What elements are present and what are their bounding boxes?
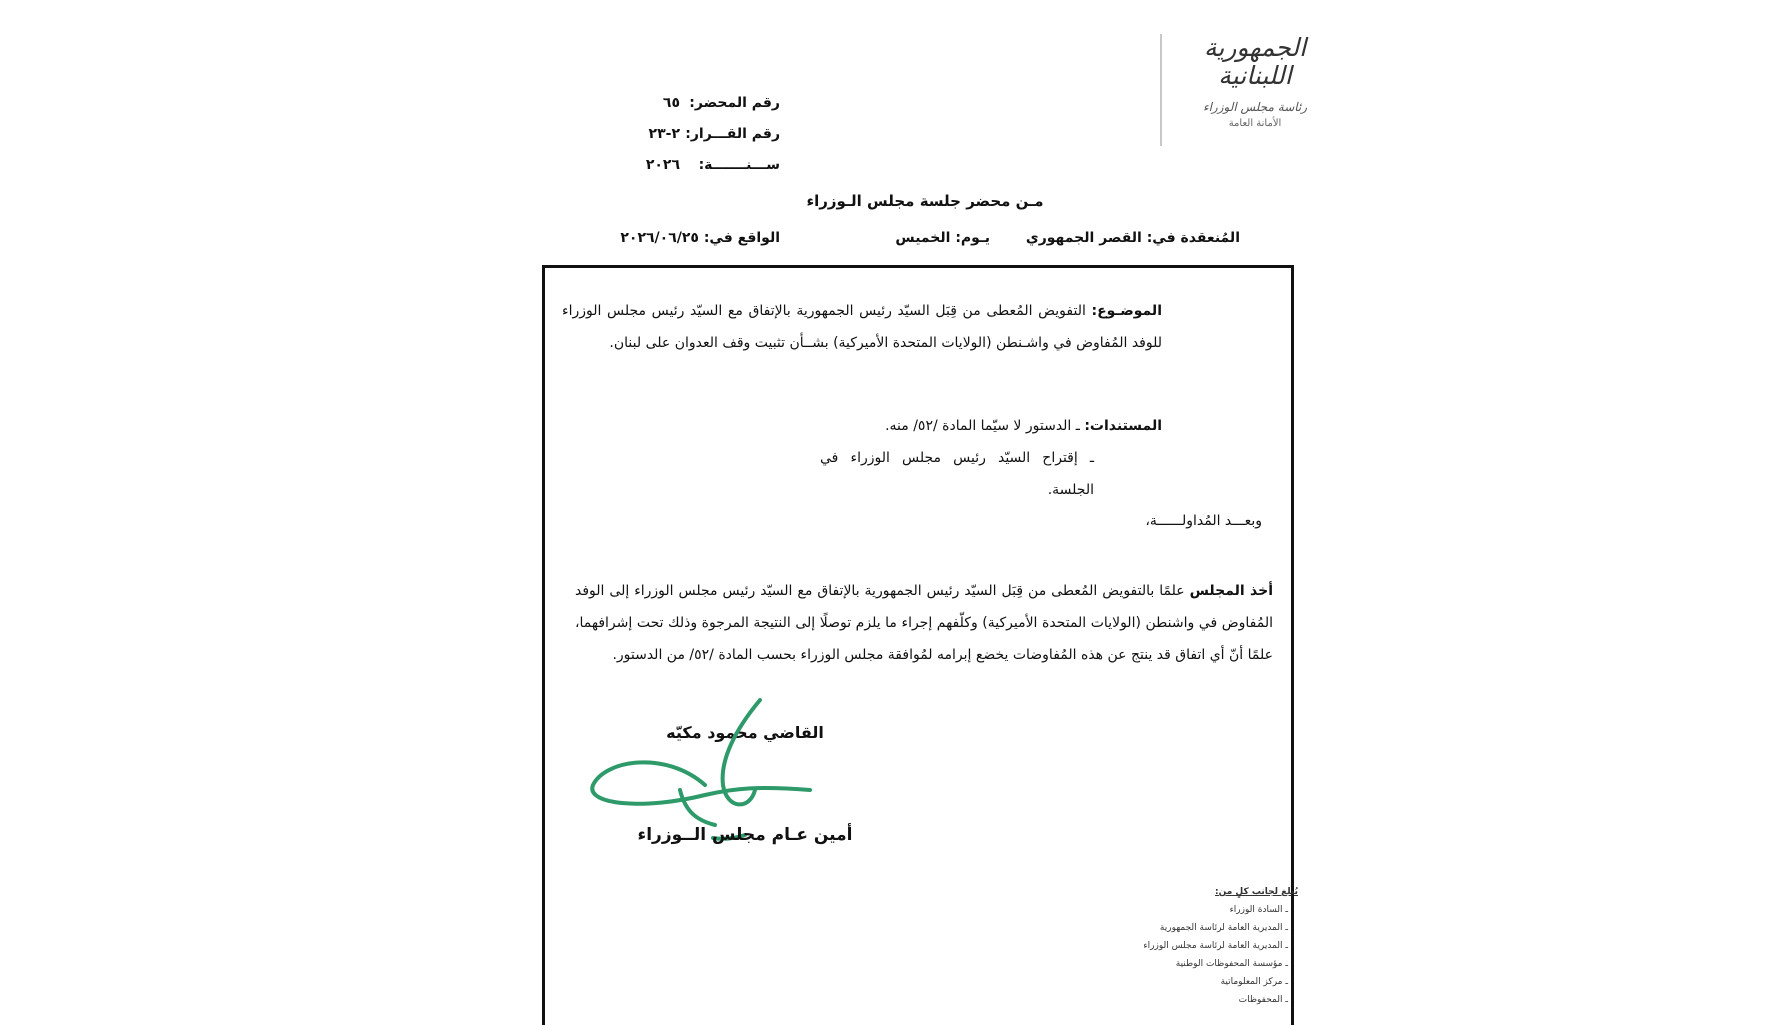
distribution-item: ـ المديرية العامة لرئاسة مجلس الوزراء	[1143, 941, 1288, 951]
session-meta	[600, 230, 1240, 254]
minutes-number-row	[600, 95, 780, 117]
session-venue: المُنعقدة في: القصر الجمهوري	[1025, 230, 1240, 246]
session-day: يـوم: الخميس	[895, 230, 990, 246]
republic-logo-text: الجمهورية اللبنانية	[1203, 33, 1307, 90]
decision-number-row	[600, 126, 780, 148]
session-date: الواقع في: ٢٠٢٦/٠٦/٢٥	[620, 230, 780, 246]
year-row	[600, 157, 780, 179]
decision-number-label: رقم القـــرار:	[685, 126, 780, 142]
presidency-text: رئاسة مجلس الوزراء	[1202, 100, 1308, 114]
header-divider	[1160, 34, 1162, 146]
distribution-item: ـ المديرية العامة لرئاسة الجمهورية	[1159, 923, 1288, 933]
signatory-title: أمين عـام مجلس الــوزراء	[637, 825, 853, 845]
decision-paragraph	[575, 575, 1273, 671]
year-label: ســـنـــــــة:	[698, 157, 780, 173]
documents-item: ـ إقتراح السيّد رئيس مجلس الوزراء في الجلسة.	[820, 450, 1094, 498]
decision-lead: أخذ المجلس	[1189, 583, 1273, 599]
decision-number-value: ٢-٢٣	[648, 126, 680, 142]
signatory-name: القاضي محمود مكيّه	[666, 723, 824, 742]
minutes-number-label: رقم المحضر:	[689, 95, 780, 111]
secretariat-text: الأمانة العامة	[1228, 118, 1282, 129]
documents-item: ـ الدستور لا سيّما المادة /٥٢/ منه.	[885, 418, 1080, 434]
subject-paragraph	[562, 295, 1162, 359]
year-value: ٢٠٢٦	[645, 157, 680, 173]
distribution-heading: يُبلغ لجانب كلٍ من:	[1215, 887, 1298, 897]
distribution-item: ـ مؤسسة المحفوظات الوطنية	[1175, 959, 1288, 969]
documents-label: المستندات:	[1084, 418, 1162, 434]
decision-text: علمًا بالتفويض المُعطى من قِبَل السيّد رئيس الجمهورية بالإتفاق مع السيّد رئيس مجلس الوزراء إلى الوفد المُفاوض في واشنطن (الولايات المتحدة الأميركية) وكلّفهم إجراء ما يلزم توصلًا إلى النتيجة المرجوة وذلك تحت إشرافهما، علمًا أنّ أي اتفاق قد ينتج عن هذه المُفاوضات يخضع إبرامه لمُوافقة مجلس الوزراء بحسب المادة /٥٢/ من الدستور.	[575, 583, 1273, 663]
distribution-list	[1080, 883, 1298, 1009]
minutes-number-value: ٦٥	[662, 95, 680, 111]
distribution-item: ـ المحفوظات	[1238, 995, 1288, 1005]
distribution-item: ـ مركز المعلوماتية	[1220, 977, 1288, 987]
emblem	[1180, 34, 1330, 154]
subject-text: التفويض المُعطى من قِبَل السيّد رئيس الجمهورية بالإتفاق مع السيّد رئيس مجلس الوزراء للوفد المُفاوض في واشـنطن (الولايات المتحدة الأميركية) بشــأن تثبيت وقف العدوان على لبنان.	[562, 303, 1162, 351]
documents-section	[820, 410, 1162, 506]
document-title: مـن محضر جلسة مجلس الـوزراء	[806, 192, 1044, 210]
after-deliberation: وبعـــد المُداولــــــة،	[1145, 513, 1262, 529]
distribution-item: ـ السادة الوزراء	[1229, 905, 1288, 915]
subject-label: الموضـوع:	[1091, 303, 1162, 319]
